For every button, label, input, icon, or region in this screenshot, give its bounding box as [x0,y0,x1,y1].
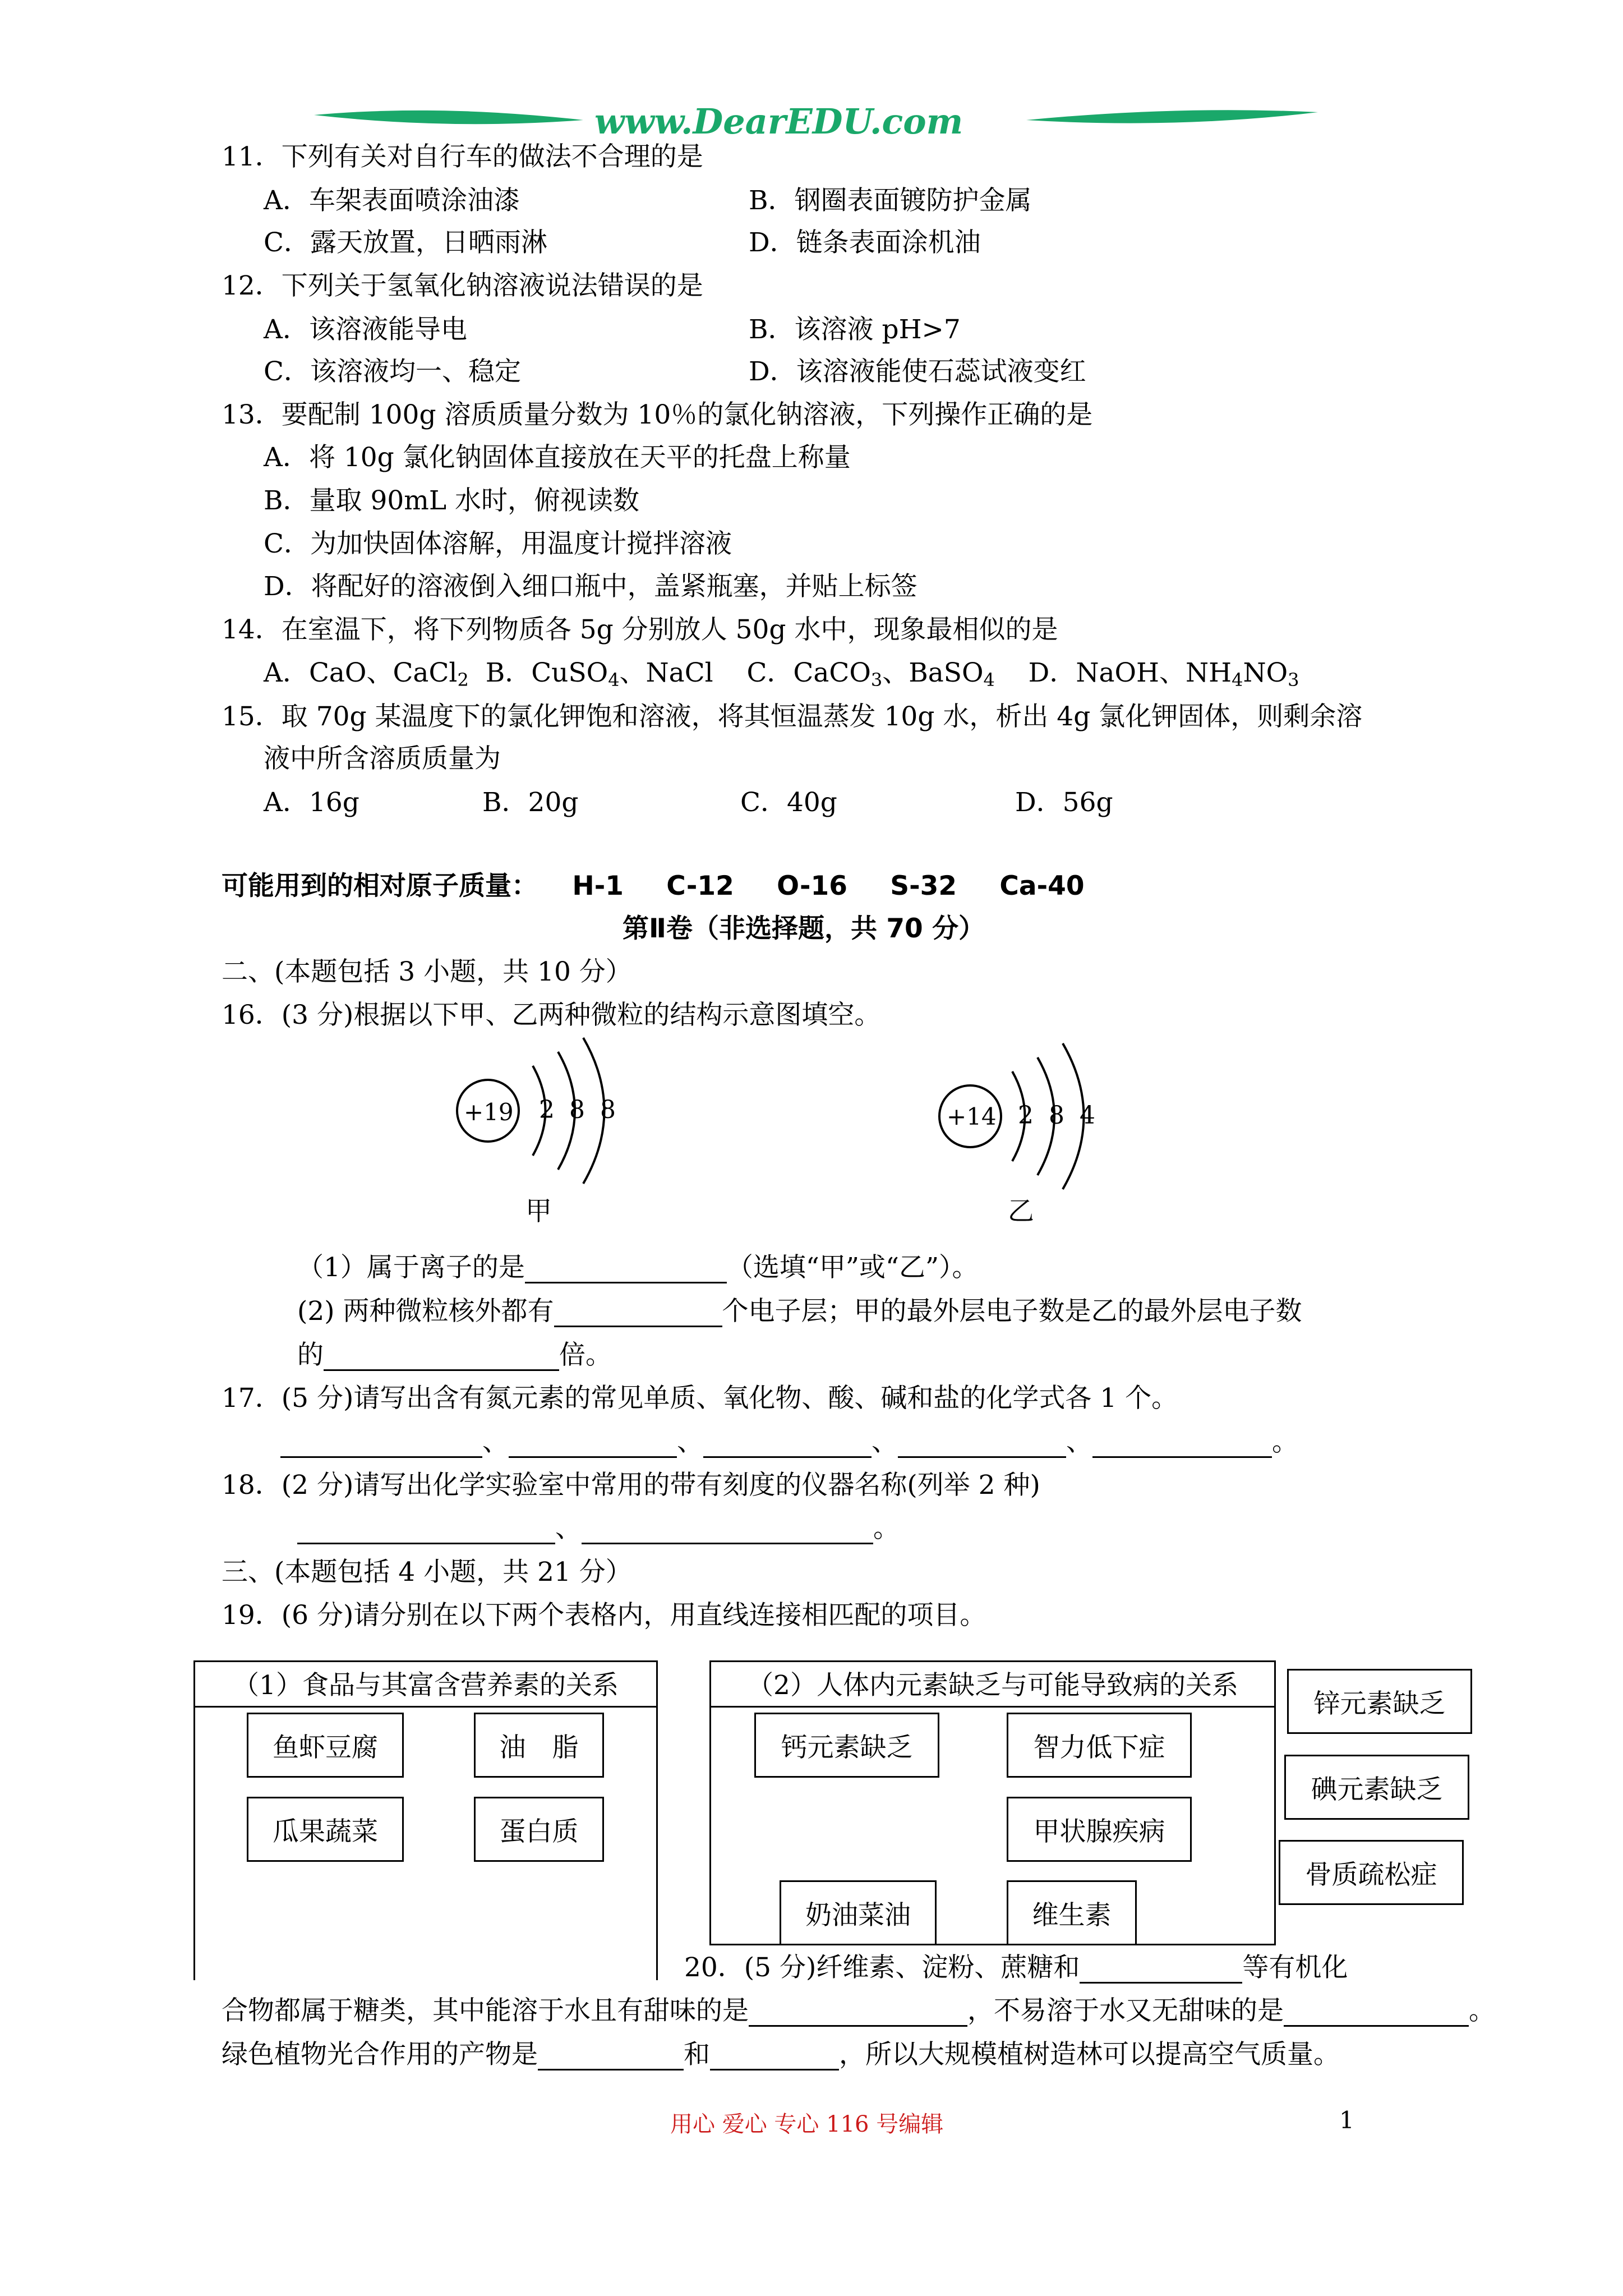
table2-item-thyroid-disease[interactable]: 甲状腺疾病 [1007,1797,1192,1862]
yi-shell-2: 8 [1049,1101,1064,1130]
q14-option-b: B．CuSO$_4$、NaCl [485,657,713,691]
q15-stem-cont: 液中所含溶质质量为 [264,743,501,774]
q17-answers: 、 、 、 、 。 [280,1427,1298,1458]
q20-line1: 20．(5 分)纤维素、淀粉、蔗糖和 等有机化 [684,1952,1348,1983]
part2-title: 第Ⅱ卷（非选择题，共 70 分） [623,913,985,944]
q12-option-d: D．该溶液能使石蕊试液变红 [749,356,1086,387]
q15-stem: 15．取 70g 某温度下的氯化钾饱和溶液，将其恒温蒸发 10g 水，析出 4g 氯化钾固体，则剩余溶 [222,701,1363,732]
mass-s: S-32 [890,871,957,901]
footer-text: 用心 爱心 专心 116 号编辑 [670,2111,944,2137]
yi-label: 乙 [1008,1196,1034,1227]
q18-stem: 18．(2 分)请写出化学实验室中常用的带有刻度的仪器名称(列举 2 种) [222,1470,1040,1501]
mass-c: C-12 [666,871,734,901]
q15-option-d: D．56g [1015,787,1113,818]
table1-item-fruits-vegetables[interactable]: 瓜果蔬菜 [247,1797,404,1862]
q16-blank-1[interactable] [525,1257,727,1283]
q11-option-a: A．车架表面喷涂油漆 [264,185,520,216]
q13-stem: 13．要配制 100g 溶质质量分数为 10％的氯化钠溶液，下列操作正确的是 [222,399,1093,430]
q13-option-c: C．为加快固体溶解，用温度计搅拌溶液 [264,528,732,559]
q17-blank-5[interactable] [1092,1432,1272,1458]
q12-option-c: C．该溶液均一、稳定 [264,356,521,387]
q14-option-a: A．CaO、CaCl$_2$ [264,657,469,691]
q20-blank-3[interactable] [1284,2000,1469,2027]
jia-nucleus: +19 [464,1098,514,1126]
yi-shell-1: 2 [1018,1101,1034,1130]
q14-stem: 14．在室温下，将下列物质各 5g 分别放人 50g 水中，现象最相似的是 [222,614,1058,645]
q20-blank-5[interactable] [710,2044,839,2070]
q14-options [264,657,1299,696]
outside-item-iodine-deficiency[interactable]: 碘元素缺乏 [1284,1755,1469,1820]
q12-option-a: A．该溶液能导电 [264,314,467,345]
table2-header: （2）人体内元素缺乏与可能导致病的关系 [709,1660,1276,1708]
q20-line2: 合物都属于糖类，其中能溶于水且有甜味的是 ，不易溶于水又无甜味的是 。 [222,1995,1495,2026]
atomic-masses [222,871,1085,902]
q16-blank-3[interactable] [324,1345,559,1371]
table2-item-calcium-deficiency[interactable]: 钙元素缺乏 [754,1713,939,1778]
q11-option-b: B．钢圈表面镀防护金属 [749,185,1032,216]
q14-option-d: D．NaOH、$NH_4NO_3$ [1028,657,1299,691]
q16-blank-2[interactable] [554,1301,722,1327]
q16-part1: （1）属于离子的是 （选填“甲”或“乙”）。 [297,1252,979,1283]
q11-option-d: D．链条表面涂机油 [749,227,981,258]
outside-item-zinc-deficiency[interactable]: 锌元素缺乏 [1287,1669,1472,1734]
q15-option-b: B．20g [482,787,579,818]
table1-item-protein[interactable]: 蛋白质 [474,1797,604,1862]
q18-answers: 、 。 [297,1513,900,1544]
q20-blank-2[interactable] [749,2000,967,2027]
q11-stem: 11．下列有关对自行车的做法不合理的是 [222,141,703,172]
q13-option-a: A．将 10g 氯化钠固体直接放在天平的托盘上称量 [264,442,851,473]
table2-item-intellectual-disability[interactable]: 智力低下症 [1007,1713,1192,1778]
q18-blank-1[interactable] [297,1518,555,1544]
q17-blank-4[interactable] [898,1432,1066,1458]
table1-item-oil-fat[interactable]: 油 脂 [474,1713,604,1778]
q20-line3: 绿色植物光合作用的产物是 和 ，所以大规模植树造林可以提高空气质量。 [222,2039,1340,2070]
jia-label: 甲 [525,1196,552,1227]
table1-header: （1）食品与其富含营养素的关系 [193,1660,658,1708]
q16-stem: 16．(3 分)根据以下甲、乙两种微粒的结构示意图填空。 [222,1000,881,1030]
jia-shell-1: 2 [539,1096,555,1124]
q20-blank-4[interactable] [538,2044,684,2070]
q15-option-a: A．16g [264,787,359,818]
q12-option-b: B．该溶液 pH>7 [749,314,961,345]
q13-option-b: B．量取 90mL 水时，俯视读数 [264,485,640,516]
table1-item-fish-tofu[interactable]: 鱼虾豆腐 [247,1713,404,1778]
mass-ca: Ca-40 [999,871,1085,901]
q11-option-c: C．露天放置，日晒雨淋 [264,227,547,258]
mass-h: H-1 [572,871,624,901]
mass-o: O-16 [777,871,847,901]
q12-stem: 12．下列关于氢氧化钠溶液说法错误的是 [222,270,703,301]
section-3-heading: 三、(本题包括 4 小题，共 21 分） [222,1557,632,1588]
outside-item-osteoporosis[interactable]: 骨质疏松症 [1279,1840,1464,1905]
q17-blank-1[interactable] [280,1432,482,1458]
q16-part2: (2) 两种微粒核外都有 个电子层；甲的最外层电子数是乙的最外层电子数 [297,1296,1302,1327]
yi-nucleus: +14 [947,1103,997,1130]
section-2-heading: 二、(本题包括 3 小题，共 10 分） [222,956,632,987]
q19-stem: 19．(6 分)请分别在以下两个表格内，用直线连接相匹配的项目。 [222,1600,986,1631]
page-number: 1 [1339,2106,1354,2134]
masses-label: 可能用到的相对原子质量： [222,871,538,901]
q17-stem: 17．(5 分)请写出含有氮元素的常见单质、氧化物、酸、碱和盐的化学式各 1 个。 [222,1383,1178,1414]
table2-item-vitamin[interactable]: 维生素 [1007,1880,1137,1945]
header-site[interactable]: www.DearEDU.com [594,101,963,142]
q17-blank-2[interactable] [509,1432,677,1458]
yi-shell-3: 4 [1080,1101,1095,1130]
q16-part2-cont: 的 倍。 [297,1340,612,1370]
jia-shell-3: 8 [600,1096,616,1124]
q20-blank-1[interactable] [1080,1957,1242,1984]
jia-shell-2: 8 [569,1096,585,1124]
q15-option-c: C．40g [740,787,837,818]
q14-option-c: C．CaCO$_3$、BaSO$_4$ [746,657,995,691]
q17-blank-3[interactable] [703,1432,872,1458]
q13-option-d: D．将配好的溶液倒入细口瓶中，盖紧瓶塞，并贴上标签 [264,571,917,602]
q18-blank-2[interactable] [582,1518,873,1544]
table2-item-butter-oil[interactable]: 奶油菜油 [780,1880,937,1945]
